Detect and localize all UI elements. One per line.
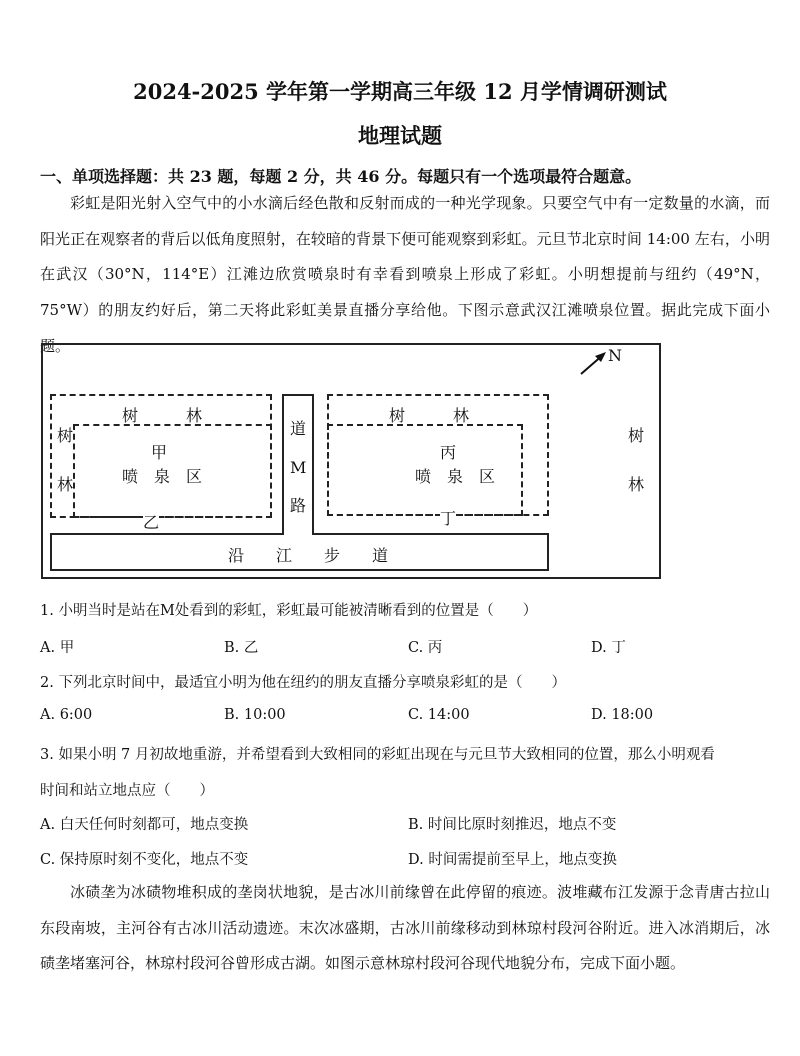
option[interactable]: D. 18:00 — [591, 707, 654, 723]
mark-ding: 丁 — [440, 506, 456, 529]
forest-label: 树 — [57, 426, 74, 445]
mark-yi: 乙 — [143, 510, 159, 533]
forest-label: 林 — [628, 475, 645, 494]
section-heading: 一、单项选择题：共 23 题，每题 2 分，共 46 分。每题只有一个选项最符合题意。 — [40, 167, 642, 186]
exam-subtitle: 地理试题 — [358, 123, 442, 148]
option[interactable]: D. 时间需提前至早上，地点变换 — [408, 852, 617, 868]
option[interactable]: B. 10:00 — [224, 707, 286, 723]
road-label: 道 — [290, 419, 307, 438]
option[interactable]: C. 丙 — [408, 640, 443, 656]
passage-rainbow: 彩虹是阳光射入空气中的小水滴后经色散和反射而成的一种光学现象。只要空气中有一定数量的水滴，而阳光正在观察者的背后以低角度照射，在较暗的背景下便可能观察到彩虹。元旦节北京时间 14:00 左右，小明在武汉（30°N，114°E）江滩边欣赏喷泉时有幸看到喷泉上形成了彩虹。小明想提前与纽约（49°N，75°W）的朋友约好后，第二天将此彩虹美景直播分享给他。下图示意武汉江滩喷泉位置。据此完成下面小题。 — [40, 194, 770, 355]
option[interactable]: A. 白天任何时刻都可，地点变换 — [40, 817, 249, 833]
option[interactable]: C. 14:00 — [408, 707, 470, 723]
option[interactable]: A. 甲 — [40, 640, 75, 656]
option[interactable]: A. 6:00 — [40, 707, 93, 723]
exam-title: 2024-2025 学年第一学期高三年级 12 月学情调研测试 — [133, 79, 667, 104]
mark-jia: 甲 — [151, 443, 168, 462]
question-1: 1. 小明当时是站在M处看到的彩虹，彩虹最可能被清晰看到的位置是（ ） — [40, 603, 538, 619]
fountain-label: 喷 泉 区 — [122, 467, 203, 486]
walkway-label: 沿 江 步 道 — [228, 546, 389, 565]
question-3: 3. 如果小明 7 月初故地重游，并希望看到大致相同的彩虹出现在与元旦节大致相同的位置，那么小明观看 — [40, 747, 715, 763]
option[interactable]: C. 保持原时刻不变化，地点不变 — [40, 852, 249, 868]
road-label: 路 — [290, 496, 307, 515]
fountain-label: 喷 泉 区 — [415, 467, 496, 486]
passage-moraine: 冰碛垄为冰碛物堆积成的垄岗状地貌，是古冰川前缘曾在此停留的痕迹。波堆藏布江发源于念青唐古拉山东段南坡，主河谷有古冰川活动遗迹。末次冰盛期，古冰川前缘移动到林琼村段河谷附近。进入冰消期后，冰碛垄堵塞河谷，林琼村段河谷曾形成古湖。如图示意林琼村段河谷现代地貌分布，完成下面小题。 — [40, 883, 770, 973]
forest-label: 林 — [57, 475, 74, 494]
option[interactable]: D. 丁 — [591, 640, 626, 656]
option[interactable]: B. 乙 — [224, 640, 259, 656]
north-label: N — [608, 346, 622, 365]
forest-label: 树 林 — [389, 406, 470, 425]
question-2: 2. 下列北京时间中，最适宜小明为他在纽约的朋友直播分享喷泉彩虹的是（ ） — [40, 675, 566, 691]
forest-label: 树 林 — [122, 406, 203, 425]
road-label: M — [290, 458, 307, 477]
mark-bing: 丙 — [440, 443, 457, 462]
option[interactable]: B. 时间比原时刻推迟，地点不变 — [408, 817, 617, 833]
forest-label: 树 — [628, 426, 645, 445]
north-arrow-icon — [578, 348, 608, 378]
question-3-cont: 时间和站立地点应（ ） — [40, 783, 214, 799]
